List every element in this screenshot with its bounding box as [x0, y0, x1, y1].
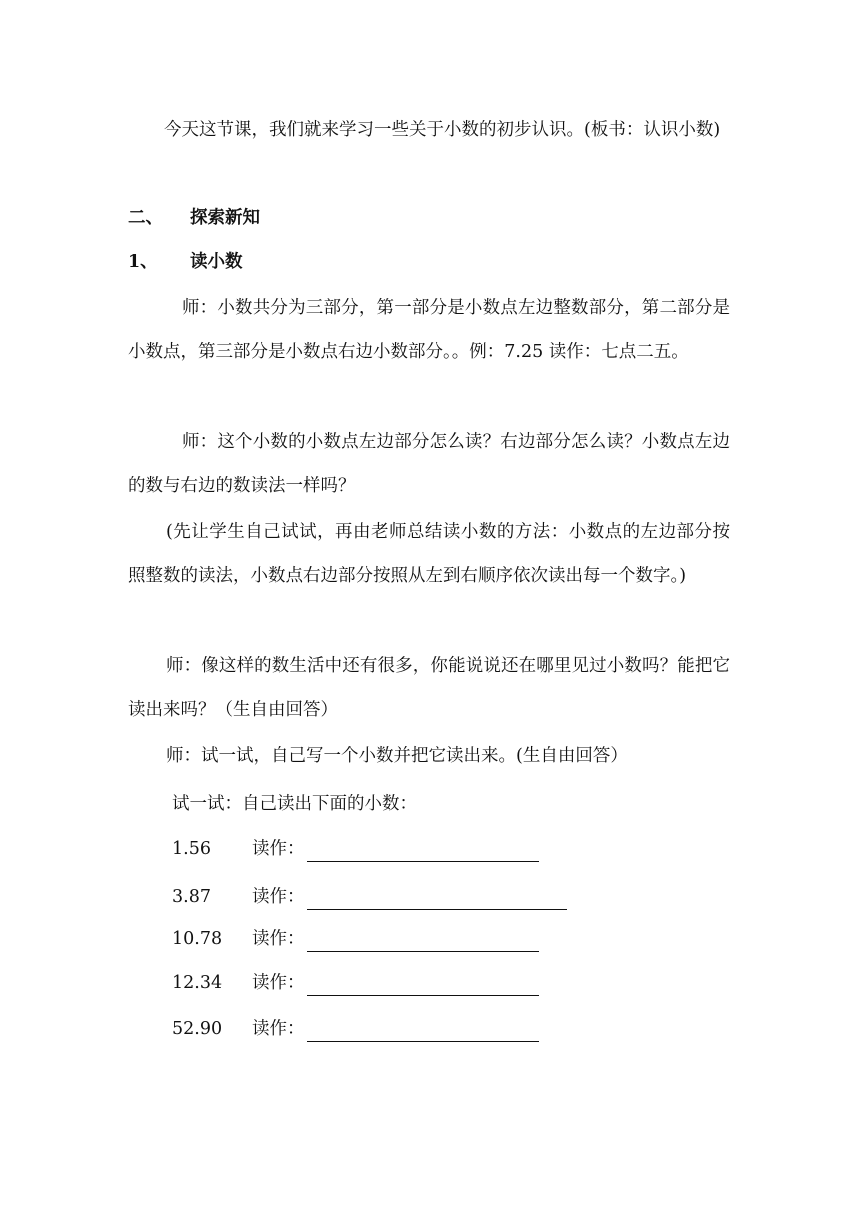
paragraph-question: 师：这个小数的小数点左边部分怎么读？右边部分怎么读？小数点左边的数与右边的数读法一样吗？ [128, 432, 730, 496]
subsection-number: 1、 [128, 252, 158, 272]
exercise-label: 读作： [252, 839, 305, 859]
exercise-number: 52.90 [172, 1019, 223, 1039]
exercise-row [172, 884, 567, 910]
section-heading [128, 196, 260, 240]
exercise-row [172, 1016, 539, 1042]
paragraph-life-examples: 师：像这样的数生活中还有很多，你能说说还在哪里见过小数吗？能把它读出来吗？（生自由回答） [128, 656, 730, 720]
paragraph-try-write: 师：试一试，自己写一个小数并把它读出来。(生自由回答） [166, 746, 628, 766]
exercise-label: 读作： [252, 973, 305, 993]
exercise-number: 12.34 [172, 973, 223, 993]
paragraph-summary: (先让学生自己试试，再由老师总结读小数的方法：小数点的左边部分按照整数的读法，小数点右边部分按照从左到右顺序依次读出每一个数字。) [128, 522, 730, 586]
subsection-heading [128, 240, 243, 284]
exercise-row [172, 926, 539, 952]
exercise-number: 10.78 [172, 929, 223, 949]
answer-blank[interactable] [307, 933, 539, 952]
subsection-title: 读小数 [190, 252, 243, 272]
exercise-row [172, 836, 539, 862]
answer-blank[interactable] [307, 891, 567, 910]
answer-blank[interactable] [307, 1023, 539, 1042]
exercise-label: 读作： [252, 929, 305, 949]
exercise-row [172, 970, 539, 996]
section-number: 二、 [128, 208, 163, 228]
exercise-number: 1.56 [172, 839, 211, 859]
exercise-label: 读作： [252, 887, 305, 907]
intro-paragraph: 今天这节课，我们就来学习一些关于小数的初步认识。(板书：认识小数) [164, 120, 721, 140]
exercise-label: 读作： [252, 1019, 305, 1039]
paragraph-reading-parts: 师：小数共分为三部分，第一部分是小数点左边整数部分，第二部分是小数点，第三部分是小数点右边小数部分。。例：7.25 读作：七点二五。 [128, 298, 730, 362]
section-title: 探索新知 [190, 208, 260, 228]
answer-blank[interactable] [307, 977, 539, 996]
exercise-number: 3.87 [172, 887, 211, 907]
exercise-title: 试一试：自己读出下面的小数： [172, 794, 417, 814]
answer-blank[interactable] [307, 843, 539, 862]
